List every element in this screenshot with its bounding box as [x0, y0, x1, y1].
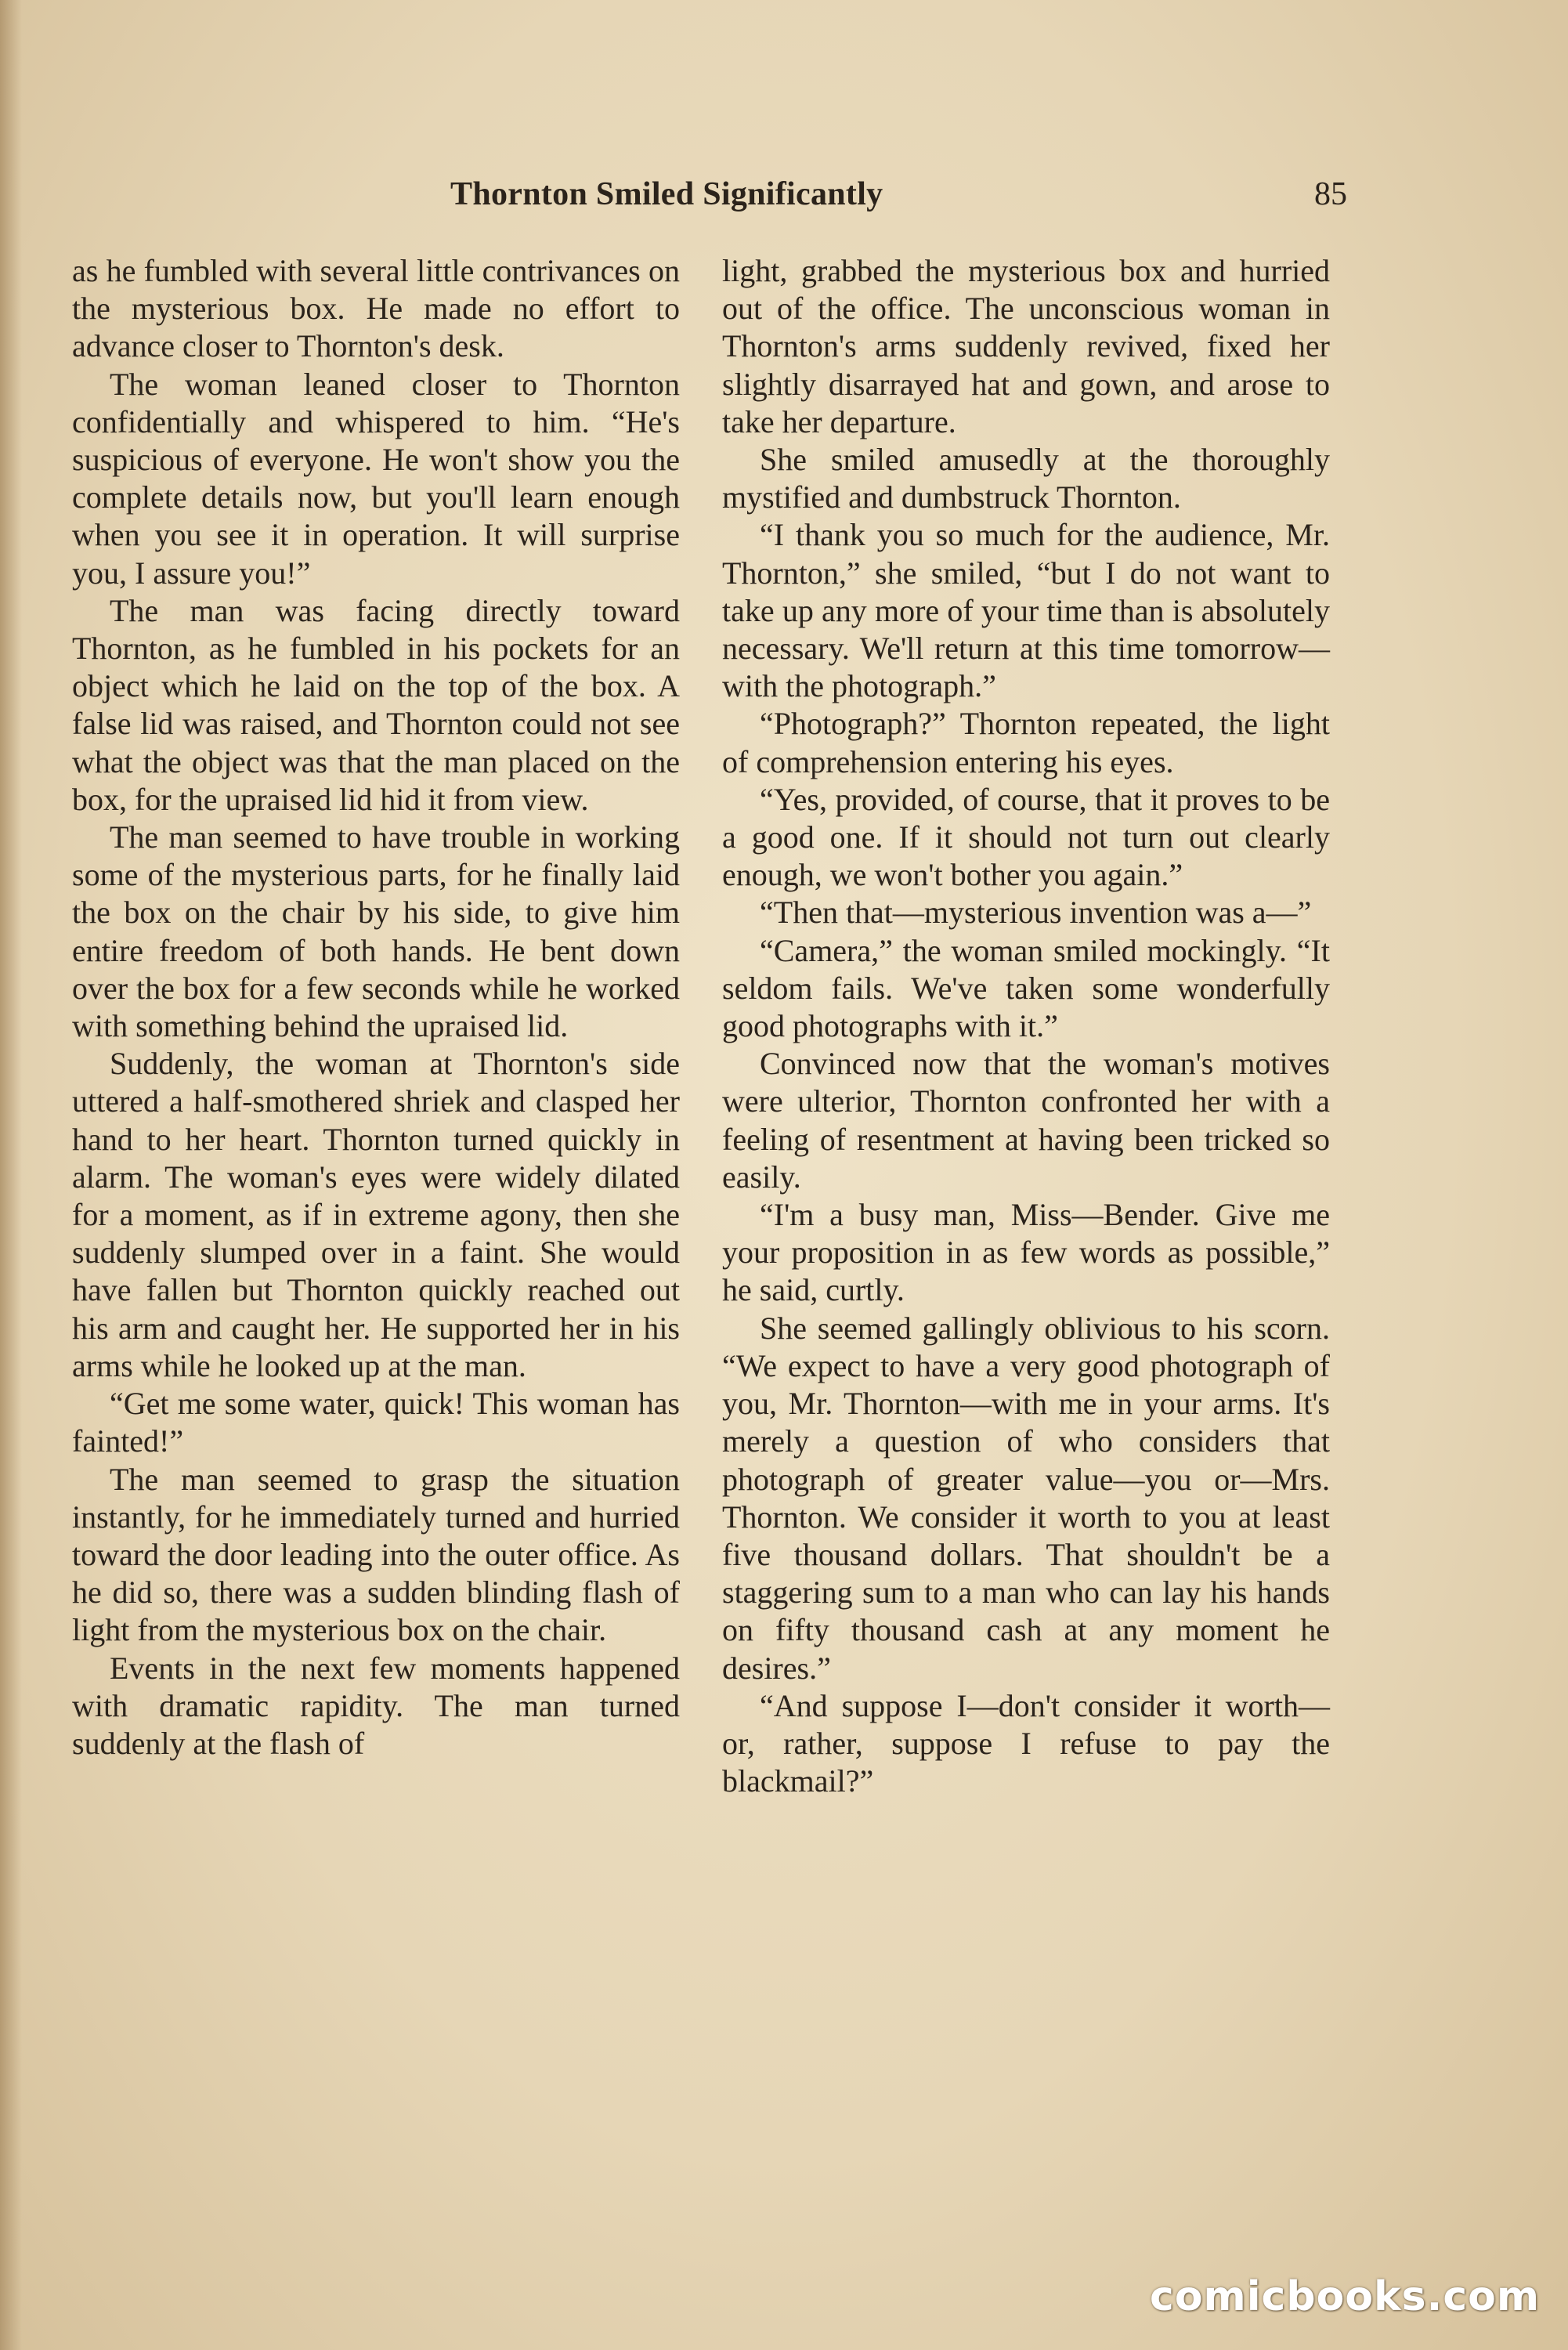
- paragraph: “Photograph?” Thornton repeated, the light of comprehension entering his eyes.: [722, 706, 1330, 779]
- paragraph: Events in the next few moments happened with dramatic rapidity. The man turned suddenly at the flash of: [72, 1650, 680, 1761]
- paragraph: Suddenly, the woman at Thornton's side uttered a half-smothered shriek and clasped her hand to her heart. Thornton turned quickly in alarm. The woman's eyes were widely dilated for a moment, as if in extreme agony, then she suddenly slumped over in a faint. She would have fallen but Thornton quickly reached out his arm and caught her. He supported her in his arms while he looked up at the man.: [72, 1046, 680, 1383]
- paragraph: as he fumbled with several little contrivances on the mysterious box. He made no effort to advance closer to Thornton's desk.: [72, 253, 680, 364]
- paragraph: Convinced now that the woman's motives were ulterior, Thornton confronted her with a feeling of resentment at having been tricked so easily.: [722, 1046, 1330, 1195]
- page-number: 85: [1314, 176, 1347, 212]
- paragraph: “And suppose I—don't consider it worth—or, rather, suppose I refuse to pay the blackmail?”: [722, 1687, 1330, 1799]
- paragraph: light, grabbed the mysterious box and hurried out of the office. The unconscious woman in Thornton's arms suddenly revived, fixed her slightly disarrayed hat and gown, and arose to take her departure.: [722, 253, 1330, 439]
- paragraph: The man seemed to grasp the situation instantly, for he immediately turned and hurried toward the door leading into the outer office. As he did so, there was a sudden blinding flash of light from the mysterious box on the chair.: [72, 1461, 680, 1648]
- paragraph: “I thank you so much for the audience, Mr. Thornton,” she smiled, “but I do not want to take up any more of your time than is absolutely necessary. We'll return at this time tomorrow—with the photograph.”: [722, 517, 1330, 704]
- paragraph: “I'm a busy man, Miss—Bender. Give me your proposition in as few words as possible,” he said, curtly.: [722, 1197, 1330, 1308]
- site-watermark: comicbooks.com: [1150, 2273, 1541, 2320]
- paragraph: “Then that—mysterious invention was a—”: [760, 895, 1312, 931]
- right-column: [722, 252, 1330, 1800]
- paragraph: She seemed gallingly oblivious to his scorn. “We expect to have a very good photograph of you, Mr. Thornton—with me in your arms. It's merely a question of who considers that photograph of greater value—you or—Mrs. Thornton. We consider it worth to you at least five thousand dollars. That shouldn't be a staggering sum to a man who can lay his hands on fifty thousand cash at any moment he desires.”: [722, 1310, 1330, 1686]
- paragraph: “Camera,” the woman smiled mockingly. “It seldom fails. We've taken some wonderfully good photographs with it.”: [722, 932, 1330, 1044]
- paragraph: She smiled amusedly at the thoroughly mystified and dumbstruck Thornton.: [722, 442, 1330, 515]
- paragraph: “Get me some water, quick! This woman has fainted!”: [72, 1386, 680, 1459]
- paragraph: “Yes, provided, of course, that it proves to be a good one. If it should not turn out clearly enough, we won't bother you again.”: [722, 781, 1330, 893]
- page-edge-shadow: [0, 0, 22, 2350]
- paragraph: The man seemed to have trouble in working some of the mysterious parts, for he finally laid the box on the chair by his side, to give him entire freedom of both hands. He bent down over the box for a few seconds while he worked with something behind the upraised lid.: [72, 819, 680, 1044]
- running-title: Thornton Smiled Significantly: [450, 176, 883, 212]
- left-column: [72, 252, 680, 1762]
- paragraph: The woman leaned closer to Thornton confidentially and whispered to him. “He's suspicious of everyone. He won't show you the complete details now, but you'll learn enough when you see it in operation. It will surprise you, I assure you!”: [72, 366, 680, 591]
- paragraph: The man was facing directly toward Thornton, as he fumbled in his pockets for an object which he laid on the top of the box. A false lid was raised, and Thornton could not see what the object was that the man placed on the box, for the upraised lid hid it from view.: [72, 592, 680, 817]
